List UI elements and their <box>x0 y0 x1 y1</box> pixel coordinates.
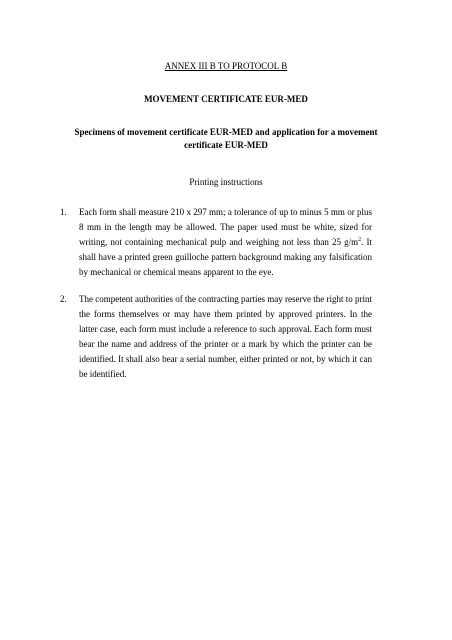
instruction-text-part: . It shall have a printed green guilloche pattern background making any falsification by mechanical or chemical means apparent to the eye. <box>79 237 373 277</box>
instruction-text <box>79 205 372 280</box>
annex-heading: ANNEX III B TO PROTOCOL B <box>164 61 288 71</box>
instruction-text-part: Each form shall measure 210 x 297 mm; a tolerance of up to minus 5 mm or plus 8 mm in the length may be allowed. The paper used must be white, sized for writing, not containing mechanical pulp and weighing not less than 25 g/m <box>79 207 372 247</box>
instruction-text: The competent authorities of the contracting parties may reserve the right to print the forms themselves or may have them printed by approved printers. In the latter case, each form must include a reference to such approval. Each form must bear the name and address of the printer or a mark by which the printer can be identified. It shall also bear a serial number, either printed or not, by which it can be identified. <box>79 294 372 379</box>
instruction-number: 1. <box>60 207 67 217</box>
superscript: 2 <box>358 237 362 243</box>
document-subtitle: Specimens of movement certificate EUR-MED and application for a movement certificate EUR-MED <box>74 127 378 150</box>
instructions-heading: Printing instructions <box>189 177 263 187</box>
document-title: MOVEMENT CERTIFICATE EUR-MED <box>144 94 308 104</box>
instruction-number: 2. <box>60 294 67 304</box>
